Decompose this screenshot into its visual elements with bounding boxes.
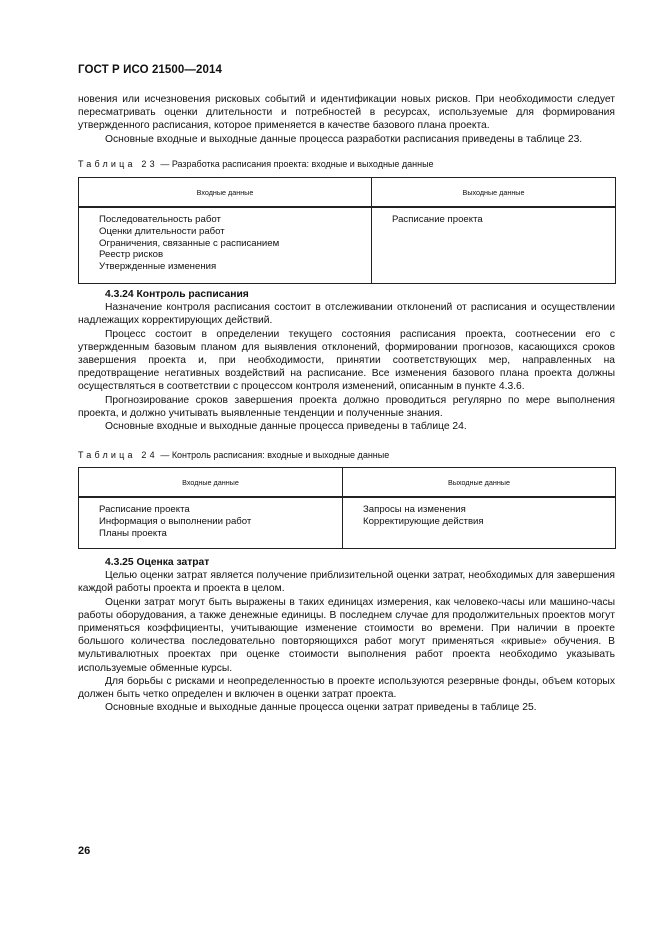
- table-caption-text: — Контроль расписания: входные и выходные данные: [157, 450, 390, 460]
- list-item: Корректирующие действия: [363, 515, 484, 527]
- list-item: Информация о выполнении работ: [99, 515, 252, 527]
- text-block-2: [78, 288, 615, 433]
- paragraph: Прогнозирование сроков завершения проекта должно проводиться регулярно по мере выполнения проекта, и должно учитывать выявленные тенденции и полученные знания.: [78, 394, 615, 419]
- column-header-outputs: Выходные данные: [343, 468, 616, 498]
- list-item: Запросы на изменения: [363, 504, 466, 515]
- table-caption-text: — Разработка расписания проекта: входные и выходные данные: [157, 159, 434, 169]
- paragraph: Основные входные и выходные данные процесса разработки расписания приведены в таблице 23.: [105, 133, 583, 145]
- outputs-cell: [343, 497, 616, 549]
- table-header-row: [79, 178, 616, 208]
- list-item: Оценки длительности работ: [99, 225, 225, 237]
- list-item: Ограничения, связанные с расписанием: [99, 237, 280, 249]
- list-item: Последовательность работ: [99, 214, 221, 225]
- list-item: Реестр рисков: [99, 249, 164, 261]
- table-24: [78, 467, 616, 549]
- list-item: Расписание проекта: [392, 214, 483, 225]
- column-header-outputs: Выходные данные: [372, 178, 616, 208]
- paragraph: Оценки затрат могут быть выражены в таких единицах измерения, как человеко-часы или машино-часы работы оборудования, а также денежные единицы. В последнем случае для продолжительных проектов могут применяться коэффициенты, учитывающие изменение стоимости во времени. При наличии в проекте большого количества последовательно повторяющихся работ могут применяться «кривые» обучения. В мультивалютных проектах при оценке стоимости выполнения работ проекта необходимо указывать используемые обменные курсы.: [78, 596, 615, 674]
- page-number: 26: [78, 845, 91, 857]
- outputs-cell: [372, 207, 616, 284]
- table-row: [79, 207, 616, 284]
- table-23: [78, 177, 616, 284]
- table-23-caption: [78, 158, 434, 170]
- paragraph: Назначение контроля расписания состоит в отслеживании отклонений от расписания и осуществлении надлежащих корректирующих действий.: [78, 302, 615, 327]
- paragraph: Основные входные и выходные данные процесса оценки затрат приведены в таблице 25.: [105, 702, 537, 714]
- inputs-cell: [79, 497, 343, 549]
- paragraph: Целью оценки затрат является получение приблизительной оценки затрат, необходимых для завершения каждой работы проекта и проекта в целом.: [78, 570, 615, 595]
- table-24-caption: [78, 449, 389, 461]
- section-heading: 4.3.24 Контроль расписания: [105, 289, 249, 300]
- table-row: [79, 497, 616, 549]
- text-block-3: [78, 556, 615, 714]
- list-item: Утвержденные изменения: [99, 261, 217, 273]
- paragraph: Процесс состоит в определении текущего состояния расписания проекта, соотнесении его с утвержденным базовым планом для выявления отклонений, формировании прогнозов, касающихся сроков завершения проекта и, при необходимости, принятии соответствующих мер, направленных на предотвращение негативных воздействий на расписание. Все изменения базового плана проекта должны осуществляться в соответствии с процессом контроля изменений, описанным в пункте 4.3.6.: [78, 328, 615, 393]
- table-label: Таблица 24: [78, 450, 158, 460]
- paragraph: Основные входные и выходные данные процесса приведены в таблице 24.: [105, 421, 467, 433]
- column-header-inputs: Входные данные: [79, 468, 343, 498]
- text-block-1: [78, 93, 615, 146]
- list-item: Расписание проекта: [99, 504, 190, 515]
- paragraph: новения или исчезновения рисковых событий и идентификации новых рисков. При необходимости следует пересматривать оценки длительности и потребностей в ресурсах, используемые для формирования утвержденного расписания, которое применяется в качестве базового плана проекта.: [78, 94, 615, 132]
- table-header-row: [79, 468, 616, 498]
- section-heading: 4.3.25 Оценка затрат: [105, 557, 210, 568]
- paragraph: Для борьбы с рисками и неопределенностью в проекте используются резервные фонды, объем которых должен быть четко определен и включен в оценки затрат проекта.: [78, 675, 615, 701]
- document-header: ГОСТ Р ИСО 21500—2014: [78, 64, 223, 76]
- column-header-inputs: Входные данные: [79, 178, 372, 208]
- inputs-cell: [79, 207, 372, 284]
- table-label: Таблица 23: [78, 159, 158, 169]
- list-item: Планы проекта: [99, 527, 167, 539]
